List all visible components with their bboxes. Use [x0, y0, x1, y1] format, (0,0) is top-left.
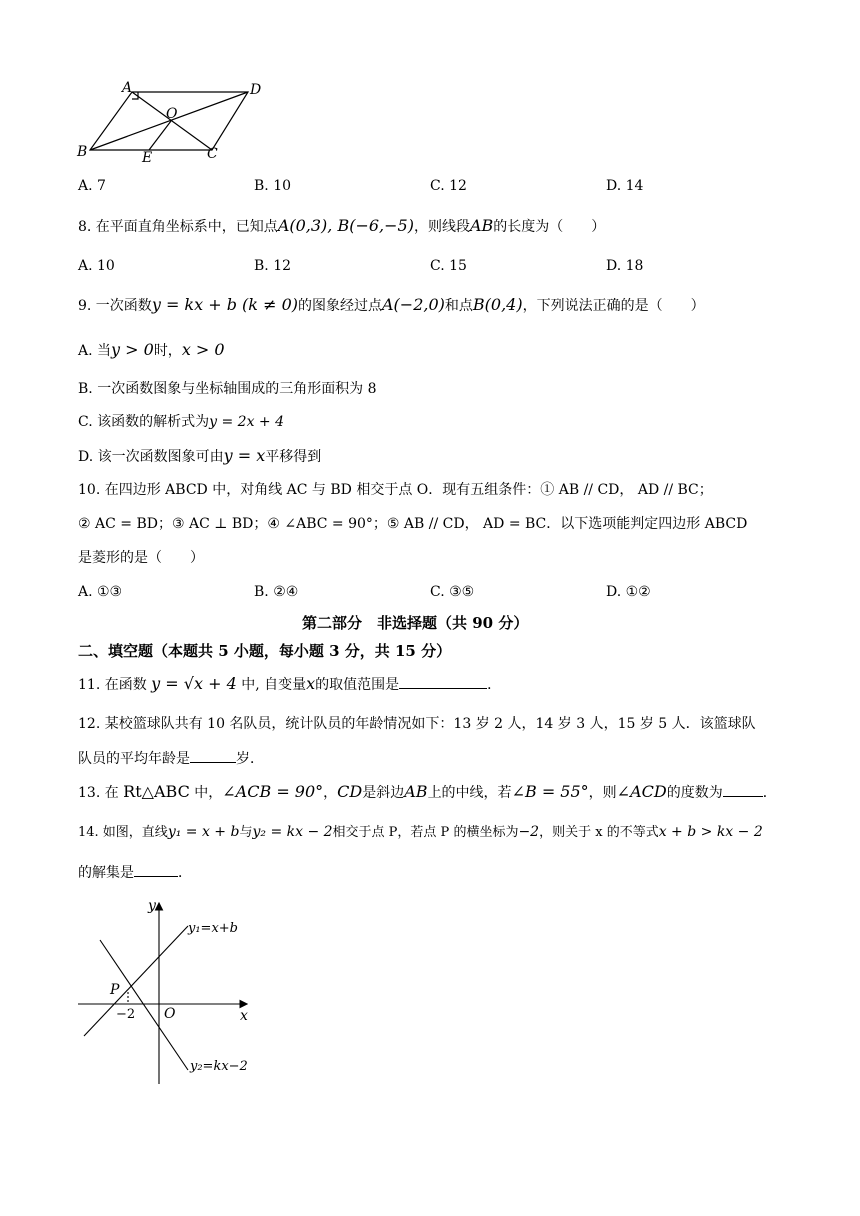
question-8: 8. 在平面直角坐标系中，已知点A(0,3), B(−6,−5)，则线段AB的长度为（ ）	[78, 216, 606, 235]
q7-option-c: C. 12	[430, 178, 467, 194]
section-two-title: 二、填空题（本题共 5 小题，每小题 3 分，共 15 分）	[78, 642, 452, 660]
linear-functions-graph	[70, 892, 270, 1092]
vertex-label-d: D	[250, 82, 262, 98]
q7-option-b: B. 10	[254, 178, 292, 194]
tick-label-neg2: −2	[116, 1007, 136, 1022]
q10-option-d: D. ①②	[606, 584, 651, 600]
question-11: 11. 在函数 y = √x + 4 中, 自变量x的取值范围是 ．	[78, 674, 502, 693]
q8-option-a: A. 10	[78, 258, 115, 274]
question-14-line-1: 14. 如图，直线y₁ = x + b与y₂ = kx − 2相交于点 P，若点 P 的横坐标为−2，则关于 x 的不等式x + b > kx − 2	[78, 824, 763, 840]
q8-option-b: B. 12	[254, 258, 292, 274]
axis-label-y: y	[148, 898, 156, 914]
line-y1-label: y₁=x+b	[188, 921, 238, 936]
q8-option-d: D. 18	[606, 258, 644, 274]
question-12-line-1: 12. 某校篮球队共有 10 名队员，统计队员的年龄情况如下：13 岁 2 人，14 岁 3 人，15 岁 5 人．该篮球队	[78, 716, 756, 732]
question-12-line-2: 队员的平均年龄是 岁．	[78, 748, 264, 769]
q7-option-a: A. 7	[78, 178, 106, 194]
question-10-line-2: ② AC = BD；③ AC ⊥ BD；④ ∠ABC = 90°；⑤ AB // CD， AD = BC．以下选项能判定四边形 ABCD	[78, 516, 748, 532]
q9-option-b: B. 一次函数图象与坐标轴围成的三角形面积为 8	[78, 381, 377, 397]
q9-option-a: A. 当y > 0时，x > 0	[78, 340, 225, 359]
question-13: 13. 在 Rt△ABC 中，∠ACB = 90°，CD是斜边AB上的中线，若∠B = 55°，则∠ACD的度数为 ．	[78, 782, 777, 801]
vertex-label-a: A	[122, 80, 133, 96]
question-10-line-1: 10. 在四边形 ABCD 中，对角线 AC 与 BD 相交于点 O．现有五组条件：① AB // CD， AD // BC；	[78, 482, 713, 498]
answer-blank[interactable]	[723, 782, 763, 797]
center-label-o: O	[166, 106, 178, 122]
question-9: 9. 一次函数y = kx + b (k ≠ 0)的图象经过点A(−2,0)和点B(0,4)，下列说法正确的是（ ）	[78, 295, 705, 314]
parallelogram-figure	[74, 78, 274, 168]
point-label-e: E	[142, 150, 153, 166]
q9-option-c: C. 该函数的解析式为y = 2x + 4	[78, 414, 285, 430]
answer-blank[interactable]	[399, 674, 487, 689]
origin-label: O	[164, 1006, 176, 1022]
q10-option-c: C. ③⑤	[430, 584, 475, 600]
vertex-label-c: C	[207, 146, 218, 162]
q10-option-b: B. ②④	[254, 584, 299, 600]
question-14-line-2: 的解集是 ．	[78, 862, 192, 883]
part-two-title: 第二部分 非选择题（共 90 分）	[302, 614, 529, 632]
axis-label-x: x	[240, 1008, 248, 1024]
answer-blank[interactable]	[134, 862, 178, 877]
question-10-line-3: 是菱形的是（ ）	[78, 550, 204, 566]
q10-option-a: A. ①③	[78, 584, 123, 600]
q7-option-d: D. 14	[606, 178, 644, 194]
vertex-label-b: B	[77, 144, 88, 160]
q9-option-d: D. 该一次函数图象可由y = x平移得到	[78, 446, 322, 465]
answer-blank[interactable]	[190, 748, 236, 763]
line-y2-label: y₂=kx−2	[190, 1059, 248, 1074]
point-label-p: P	[110, 982, 120, 998]
q8-option-c: C. 15	[430, 258, 467, 274]
